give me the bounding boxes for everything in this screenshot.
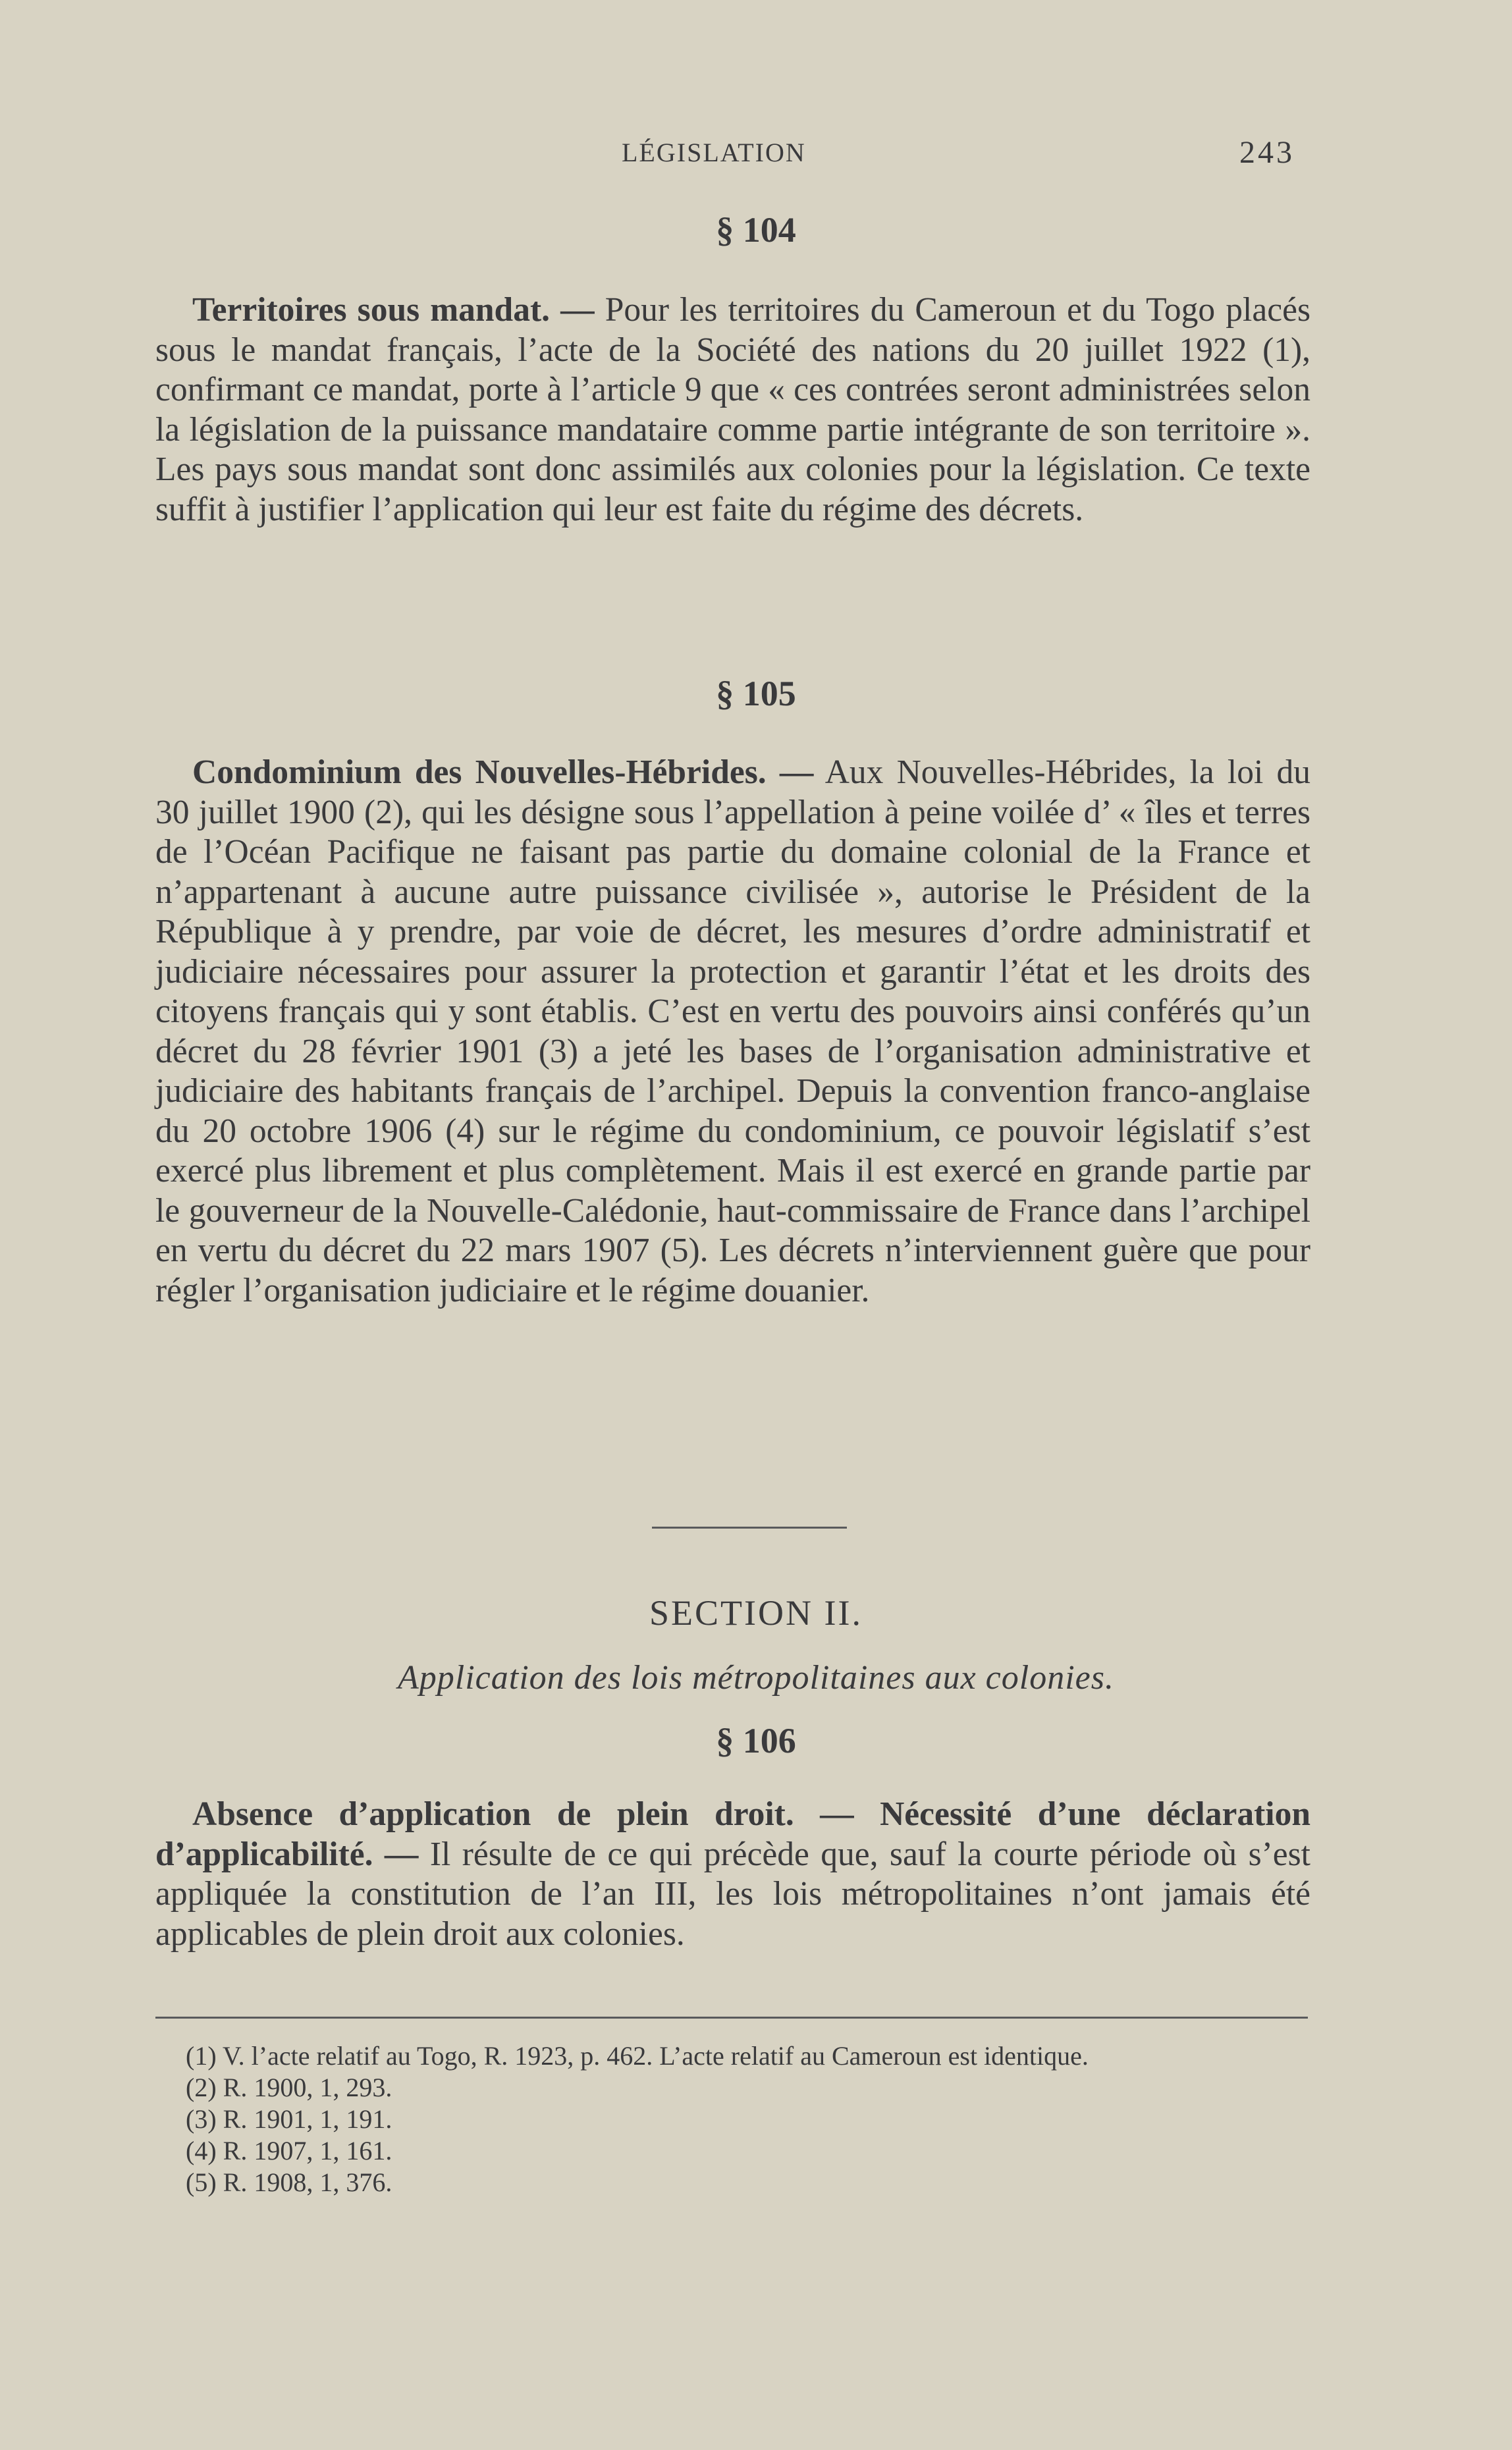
footnotes [155,2040,1309,2198]
section-subtitle: Application des lois métropolitaines aux colonies. [398,1659,1114,1697]
footnote-2: (2) R. 1900, 1, 293. [186,2073,392,2102]
paragraph-104-text: Pour les territoires du Cameroun et du Togo placés sous le mandat français, l’acte de la Société des nations du 20 juillet 1922 (1), confirmant ce mandat, porte à l’article 9 que « ces contrées seront administrées selon la législation de la puissance mandataire comme partie intégrante de son territoire ». Les pays sous mandat sont donc assimilés aux colonies pour la législation. Ce texte suffit à justifier l’application qui leur est faite du régime des décrets. [155,291,1310,528]
section-number-106: § 106 [716,1721,796,1760]
page-number: 243 [1239,135,1295,170]
footnote-rule [155,2017,1308,2019]
paragraph-105-text: Aux Nouvelles-Hébrides, la loi du 30 juillet 1900 (2), qui les désigne sous l’appellation à peine voilée d’ « îles et terres de l’Océan Pacifique ne faisant pas partie du domaine colonial de la France et n’appartenant à aucune autre puissance civilisée », autorise le Président de la République à y prendre, par voie de décret, les mesures d’ordre administratif et judiciaire nécessaires pour assurer la protection et garantir l’état et les droits des citoyens français qui y sont établis. C’est en vertu des pouvoirs ainsi conférés qu’un décret du 28 février 1901 (3) a jeté les bases de l’organisation administrative et judiciaire des habitants français de l’archipel. Depuis la convention franco-anglaise du 20 octobre 1906 (4) sur le régime du condominium, ce pouvoir législatif s’est exercé plus librement et plus complètement. Mais il est exercé en grande partie par le gouverneur de la Nouvelle-Calédonie, haut-commissaire de France dans l’archipel en vertu du décret du 22 mars 1907 (5). Les décrets n’interviennent guère que pour régler l’organisation judiciaire et le régime douanier. [155,753,1311,1309]
section-number-105: § 105 [716,674,796,713]
footnote-4: (4) R. 1907, 1, 161. [186,2136,392,2165]
footnote-5: (5) R. 1908, 1, 376. [186,2167,392,2197]
section-number-104: § 104 [716,210,796,250]
paragraph-105 [155,753,1310,1311]
paragraph-105-heading: Condominium des Nouvelles-Hébrides. — [192,753,814,791]
paragraph-106-heading: Absence d’application de plein droit. — Nécessité d’une déclaration d’applicabilité. — [155,1795,1310,1873]
footnote-1: (1) V. l’acte relatif au Togo, R. 1923, p. 462. L’acte relatif au Cameroun est identique. [186,2041,1089,2071]
section-divider [652,1527,847,1529]
footnote-3: (3) R. 1901, 1, 191. [186,2104,392,2134]
section-title: SECTION II. [649,1593,863,1633]
paragraph-104-heading: Territoires sous mandat. — [192,291,595,329]
paragraph-106-text: Il résulte de ce qui précède que, sauf la courte période où s’est appliquée la constitution de l’an III, les lois métropolitaines n’ont jamais été applicables de plein droit aux colonies. [155,1835,1310,1953]
running-title: LÉGISLATION [622,138,806,167]
paragraph-106 [155,1795,1310,1954]
paragraph-104 [155,290,1310,530]
